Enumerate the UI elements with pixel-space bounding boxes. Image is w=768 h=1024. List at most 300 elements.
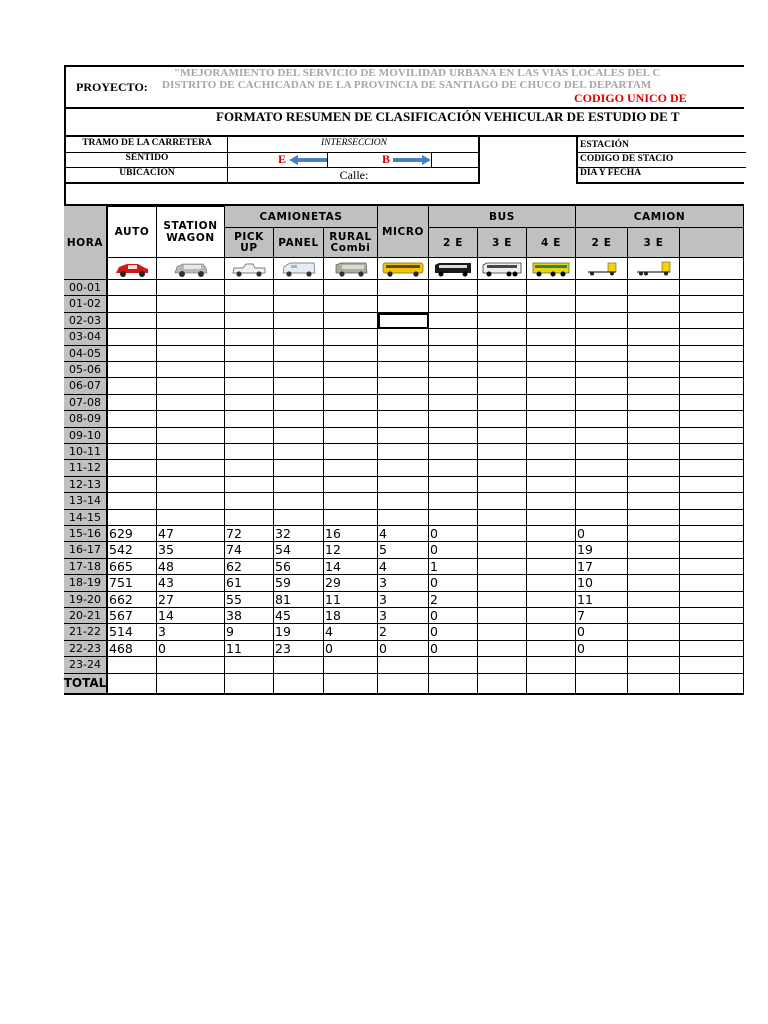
total-cell[interactable] [225, 674, 274, 694]
table-cell[interactable] [478, 460, 527, 476]
table-cell[interactable] [576, 362, 628, 378]
table-cell[interactable] [478, 510, 527, 526]
table-cell[interactable] [628, 477, 680, 493]
table-cell[interactable] [628, 575, 680, 591]
table-cell[interactable] [527, 559, 576, 575]
table-cell[interactable] [478, 575, 527, 591]
table-cell[interactable] [378, 460, 429, 476]
table-cell[interactable] [324, 510, 378, 526]
table-cell[interactable] [157, 624, 225, 640]
table-cell-extra[interactable] [680, 460, 744, 476]
table-cell[interactable] [429, 362, 478, 378]
table-cell[interactable] [274, 346, 324, 362]
table-cell[interactable] [429, 542, 478, 558]
total-cell[interactable] [478, 674, 527, 694]
table-cell[interactable] [225, 460, 274, 476]
table-cell[interactable] [628, 641, 680, 657]
table-cell[interactable] [478, 346, 527, 362]
table-cell[interactable] [478, 493, 527, 509]
table-cell[interactable] [576, 395, 628, 411]
table-cell[interactable] [225, 510, 274, 526]
table-cell[interactable] [324, 428, 378, 444]
table-cell[interactable] [324, 624, 378, 640]
table-cell[interactable] [225, 575, 274, 591]
table-cell[interactable] [429, 329, 478, 345]
table-cell[interactable] [478, 592, 527, 608]
table-cell[interactable] [429, 575, 478, 591]
table-cell[interactable] [225, 526, 274, 542]
table-cell[interactable] [108, 313, 157, 329]
table-cell[interactable] [378, 624, 429, 640]
total-cell[interactable] [429, 674, 478, 694]
table-cell[interactable] [157, 460, 225, 476]
table-cell[interactable] [225, 542, 274, 558]
table-cell[interactable] [274, 493, 324, 509]
table-cell[interactable] [274, 280, 324, 296]
table-cell[interactable] [576, 444, 628, 460]
table-cell[interactable] [429, 624, 478, 640]
table-cell[interactable] [527, 444, 576, 460]
table-cell[interactable] [576, 542, 628, 558]
table-cell[interactable] [324, 542, 378, 558]
total-cell[interactable] [324, 674, 378, 694]
table-cell[interactable] [527, 526, 576, 542]
table-cell[interactable] [527, 608, 576, 624]
table-cell[interactable] [324, 641, 378, 657]
table-cell[interactable] [429, 346, 478, 362]
table-cell[interactable] [576, 641, 628, 657]
table-cell[interactable] [157, 493, 225, 509]
total-cell[interactable] [527, 674, 576, 694]
table-cell[interactable] [324, 329, 378, 345]
table-cell[interactable] [157, 510, 225, 526]
table-cell[interactable] [478, 526, 527, 542]
table-cell[interactable] [429, 592, 478, 608]
table-cell[interactable] [478, 378, 527, 394]
table-cell[interactable] [429, 460, 478, 476]
table-cell[interactable] [378, 395, 429, 411]
table-cell[interactable] [108, 477, 157, 493]
table-cell[interactable] [628, 280, 680, 296]
total-cell[interactable] [274, 674, 324, 694]
table-cell[interactable] [157, 641, 225, 657]
table-cell[interactable] [378, 608, 429, 624]
table-cell[interactable] [157, 329, 225, 345]
table-cell[interactable] [225, 592, 274, 608]
table-cell[interactable] [429, 657, 478, 673]
table-cell[interactable] [324, 608, 378, 624]
table-cell-extra[interactable] [680, 296, 744, 312]
table-cell[interactable] [225, 296, 274, 312]
table-cell[interactable] [378, 542, 429, 558]
table-cell[interactable] [324, 346, 378, 362]
table-cell[interactable] [378, 280, 429, 296]
table-cell[interactable] [108, 411, 157, 427]
table-cell[interactable] [378, 411, 429, 427]
table-cell[interactable] [478, 641, 527, 657]
table-cell[interactable] [157, 378, 225, 394]
table-cell[interactable] [225, 428, 274, 444]
table-cell-extra[interactable] [680, 510, 744, 526]
table-cell-extra[interactable] [680, 346, 744, 362]
table-cell[interactable] [225, 641, 274, 657]
table-cell-extra[interactable] [680, 559, 744, 575]
table-cell[interactable] [108, 428, 157, 444]
table-cell[interactable] [324, 657, 378, 673]
table-cell[interactable] [324, 493, 378, 509]
table-cell[interactable] [157, 559, 225, 575]
table-cell[interactable] [576, 657, 628, 673]
table-cell[interactable] [628, 428, 680, 444]
table-cell[interactable] [628, 460, 680, 476]
table-cell[interactable] [628, 510, 680, 526]
table-cell[interactable] [378, 329, 429, 345]
table-cell[interactable] [157, 657, 225, 673]
table-cell[interactable] [108, 510, 157, 526]
table-cell[interactable] [108, 395, 157, 411]
table-cell[interactable] [378, 575, 429, 591]
table-cell[interactable] [157, 444, 225, 460]
table-cell[interactable] [324, 460, 378, 476]
table-cell[interactable] [378, 657, 429, 673]
table-cell[interactable] [527, 296, 576, 312]
table-cell[interactable] [527, 280, 576, 296]
table-cell-extra[interactable] [680, 428, 744, 444]
table-cell[interactable] [576, 526, 628, 542]
table-cell[interactable] [628, 542, 680, 558]
table-cell[interactable] [157, 296, 225, 312]
table-cell[interactable] [478, 428, 527, 444]
table-cell[interactable] [108, 592, 157, 608]
table-cell[interactable] [157, 362, 225, 378]
table-cell-extra[interactable] [680, 378, 744, 394]
table-cell[interactable] [225, 280, 274, 296]
table-cell[interactable] [527, 378, 576, 394]
table-cell[interactable] [576, 411, 628, 427]
table-cell[interactable] [527, 542, 576, 558]
table-cell[interactable] [157, 592, 225, 608]
table-cell[interactable] [576, 428, 628, 444]
table-cell[interactable] [274, 624, 324, 640]
table-cell[interactable] [576, 575, 628, 591]
table-cell[interactable] [527, 575, 576, 591]
table-cell[interactable] [429, 510, 478, 526]
table-cell[interactable] [324, 592, 378, 608]
table-cell[interactable] [378, 510, 429, 526]
table-cell[interactable] [527, 329, 576, 345]
table-cell[interactable] [378, 559, 429, 575]
table-cell[interactable] [527, 428, 576, 444]
table-cell[interactable] [274, 510, 324, 526]
table-cell-extra[interactable] [680, 477, 744, 493]
table-cell[interactable] [274, 296, 324, 312]
table-cell-extra[interactable] [680, 641, 744, 657]
table-cell[interactable] [157, 346, 225, 362]
table-cell[interactable] [324, 477, 378, 493]
tramo-value[interactable]: INTERSECCION [321, 138, 387, 148]
table-cell[interactable] [628, 559, 680, 575]
table-cell[interactable] [324, 444, 378, 460]
table-cell[interactable] [527, 641, 576, 657]
table-cell[interactable] [157, 575, 225, 591]
table-cell[interactable] [225, 411, 274, 427]
table-cell[interactable] [576, 378, 628, 394]
table-cell[interactable] [429, 559, 478, 575]
table-cell[interactable] [274, 608, 324, 624]
table-cell[interactable] [378, 444, 429, 460]
table-cell[interactable] [527, 510, 576, 526]
table-cell-extra[interactable] [680, 657, 744, 673]
table-cell[interactable] [378, 296, 429, 312]
table-cell[interactable] [108, 444, 157, 460]
table-cell[interactable] [429, 444, 478, 460]
table-cell-extra[interactable] [680, 362, 744, 378]
table-cell[interactable] [478, 395, 527, 411]
table-cell[interactable] [108, 346, 157, 362]
table-cell[interactable] [576, 608, 628, 624]
table-cell[interactable] [628, 526, 680, 542]
table-cell-extra[interactable] [680, 411, 744, 427]
table-cell[interactable] [378, 378, 429, 394]
table-cell[interactable] [378, 493, 429, 509]
table-cell[interactable] [429, 477, 478, 493]
table-cell[interactable] [429, 313, 478, 329]
table-cell[interactable] [628, 296, 680, 312]
table-cell[interactable] [628, 657, 680, 673]
table-cell[interactable] [378, 313, 429, 329]
table-cell[interactable] [576, 592, 628, 608]
table-cell[interactable] [108, 641, 157, 657]
table-cell[interactable] [225, 329, 274, 345]
table-cell[interactable] [274, 641, 324, 657]
table-cell[interactable] [225, 346, 274, 362]
table-cell[interactable] [108, 329, 157, 345]
table-cell[interactable] [478, 329, 527, 345]
table-cell[interactable] [225, 362, 274, 378]
table-cell[interactable] [274, 575, 324, 591]
table-cell[interactable] [225, 477, 274, 493]
table-cell[interactable] [225, 608, 274, 624]
table-cell[interactable] [628, 444, 680, 460]
table-cell[interactable] [157, 395, 225, 411]
table-cell[interactable] [429, 428, 478, 444]
table-cell[interactable] [324, 411, 378, 427]
table-cell[interactable] [274, 592, 324, 608]
table-cell[interactable] [576, 477, 628, 493]
table-cell[interactable] [429, 378, 478, 394]
table-cell[interactable] [378, 362, 429, 378]
table-cell[interactable] [274, 477, 324, 493]
table-cell[interactable] [378, 526, 429, 542]
table-cell[interactable] [576, 510, 628, 526]
table-cell[interactable] [108, 657, 157, 673]
table-cell[interactable] [225, 378, 274, 394]
table-cell-extra[interactable] [680, 624, 744, 640]
table-cell[interactable] [157, 526, 225, 542]
table-cell-extra[interactable] [680, 395, 744, 411]
table-cell[interactable] [274, 657, 324, 673]
table-cell[interactable] [274, 313, 324, 329]
table-cell[interactable] [576, 559, 628, 575]
table-cell[interactable] [108, 559, 157, 575]
table-cell[interactable] [274, 526, 324, 542]
total-cell[interactable] [628, 674, 680, 694]
table-cell[interactable] [378, 592, 429, 608]
table-cell[interactable] [157, 477, 225, 493]
table-cell[interactable] [378, 346, 429, 362]
table-cell[interactable] [478, 542, 527, 558]
table-cell-extra[interactable] [680, 444, 744, 460]
table-cell[interactable] [527, 460, 576, 476]
table-cell[interactable] [225, 657, 274, 673]
table-cell[interactable] [225, 493, 274, 509]
table-cell[interactable] [225, 624, 274, 640]
table-cell[interactable] [478, 559, 527, 575]
total-cell[interactable] [108, 674, 157, 694]
table-cell[interactable] [628, 493, 680, 509]
table-cell[interactable] [628, 313, 680, 329]
table-cell[interactable] [527, 493, 576, 509]
table-cell[interactable] [108, 493, 157, 509]
table-cell[interactable] [628, 378, 680, 394]
table-cell[interactable] [478, 608, 527, 624]
table-cell[interactable] [527, 411, 576, 427]
table-cell[interactable] [527, 395, 576, 411]
table-cell[interactable] [628, 346, 680, 362]
table-cell-extra[interactable] [680, 608, 744, 624]
table-cell[interactable] [225, 313, 274, 329]
table-cell-extra[interactable] [680, 493, 744, 509]
table-cell[interactable] [324, 280, 378, 296]
table-cell[interactable] [274, 378, 324, 394]
table-cell[interactable] [429, 411, 478, 427]
table-cell[interactable] [478, 444, 527, 460]
table-cell[interactable] [378, 477, 429, 493]
table-cell[interactable] [274, 362, 324, 378]
total-cell[interactable] [576, 674, 628, 694]
table-cell[interactable] [108, 624, 157, 640]
table-cell-extra[interactable] [680, 280, 744, 296]
table-cell[interactable] [108, 378, 157, 394]
table-cell[interactable] [527, 362, 576, 378]
table-cell[interactable] [478, 313, 527, 329]
table-cell[interactable] [576, 280, 628, 296]
table-cell[interactable] [324, 395, 378, 411]
table-cell[interactable] [157, 428, 225, 444]
table-cell[interactable] [108, 296, 157, 312]
table-cell[interactable] [225, 395, 274, 411]
table-cell[interactable] [108, 460, 157, 476]
table-cell[interactable] [628, 329, 680, 345]
table-cell[interactable] [274, 395, 324, 411]
table-cell[interactable] [157, 411, 225, 427]
table-cell[interactable] [324, 378, 378, 394]
table-cell[interactable] [324, 559, 378, 575]
table-cell[interactable] [157, 280, 225, 296]
table-cell[interactable] [378, 641, 429, 657]
table-cell[interactable] [324, 526, 378, 542]
table-cell-extra[interactable] [680, 526, 744, 542]
table-cell-extra[interactable] [680, 313, 744, 329]
ubicacion-value[interactable]: Calle: [339, 168, 369, 182]
table-cell[interactable] [429, 493, 478, 509]
table-cell[interactable] [628, 411, 680, 427]
table-cell[interactable] [478, 280, 527, 296]
table-cell[interactable] [108, 575, 157, 591]
table-cell[interactable] [225, 444, 274, 460]
table-cell[interactable] [628, 592, 680, 608]
table-cell[interactable] [628, 362, 680, 378]
table-cell[interactable] [429, 280, 478, 296]
table-cell[interactable] [378, 428, 429, 444]
table-cell[interactable] [157, 313, 225, 329]
table-cell-extra[interactable] [680, 542, 744, 558]
table-cell[interactable] [274, 460, 324, 476]
table-cell[interactable] [274, 444, 324, 460]
table-cell[interactable] [576, 493, 628, 509]
table-cell-extra[interactable] [680, 575, 744, 591]
table-cell[interactable] [576, 296, 628, 312]
table-cell[interactable] [108, 542, 157, 558]
table-cell[interactable] [478, 657, 527, 673]
table-cell[interactable] [628, 608, 680, 624]
table-cell[interactable] [576, 346, 628, 362]
table-cell[interactable] [478, 624, 527, 640]
total-cell[interactable] [157, 674, 225, 694]
table-cell[interactable] [429, 641, 478, 657]
table-cell[interactable] [527, 624, 576, 640]
table-cell[interactable] [576, 624, 628, 640]
table-cell[interactable] [527, 313, 576, 329]
table-cell[interactable] [478, 411, 527, 427]
table-cell[interactable] [527, 477, 576, 493]
table-cell[interactable] [274, 559, 324, 575]
table-cell[interactable] [429, 296, 478, 312]
table-cell[interactable] [157, 542, 225, 558]
table-cell[interactable] [527, 657, 576, 673]
table-cell[interactable] [527, 592, 576, 608]
table-cell[interactable] [108, 608, 157, 624]
table-cell[interactable] [527, 346, 576, 362]
table-cell[interactable] [108, 526, 157, 542]
table-cell[interactable] [108, 362, 157, 378]
table-cell[interactable] [576, 460, 628, 476]
table-cell[interactable] [628, 395, 680, 411]
table-cell[interactable] [478, 296, 527, 312]
table-cell[interactable] [429, 526, 478, 542]
table-cell[interactable] [324, 362, 378, 378]
table-cell[interactable] [274, 329, 324, 345]
table-cell[interactable] [576, 329, 628, 345]
table-cell[interactable] [324, 296, 378, 312]
table-cell[interactable] [324, 313, 378, 329]
table-cell[interactable] [478, 362, 527, 378]
total-cell-extra[interactable] [680, 674, 744, 694]
table-cell[interactable] [628, 624, 680, 640]
table-cell[interactable] [157, 608, 225, 624]
table-cell[interactable] [478, 477, 527, 493]
table-cell[interactable] [429, 608, 478, 624]
table-cell[interactable] [108, 280, 157, 296]
table-cell[interactable] [225, 559, 274, 575]
table-cell[interactable] [576, 313, 628, 329]
table-cell[interactable] [324, 575, 378, 591]
table-cell[interactable] [274, 411, 324, 427]
total-cell[interactable] [378, 674, 429, 694]
table-cell[interactable] [274, 428, 324, 444]
table-cell-extra[interactable] [680, 592, 744, 608]
table-cell-extra[interactable] [680, 329, 744, 345]
